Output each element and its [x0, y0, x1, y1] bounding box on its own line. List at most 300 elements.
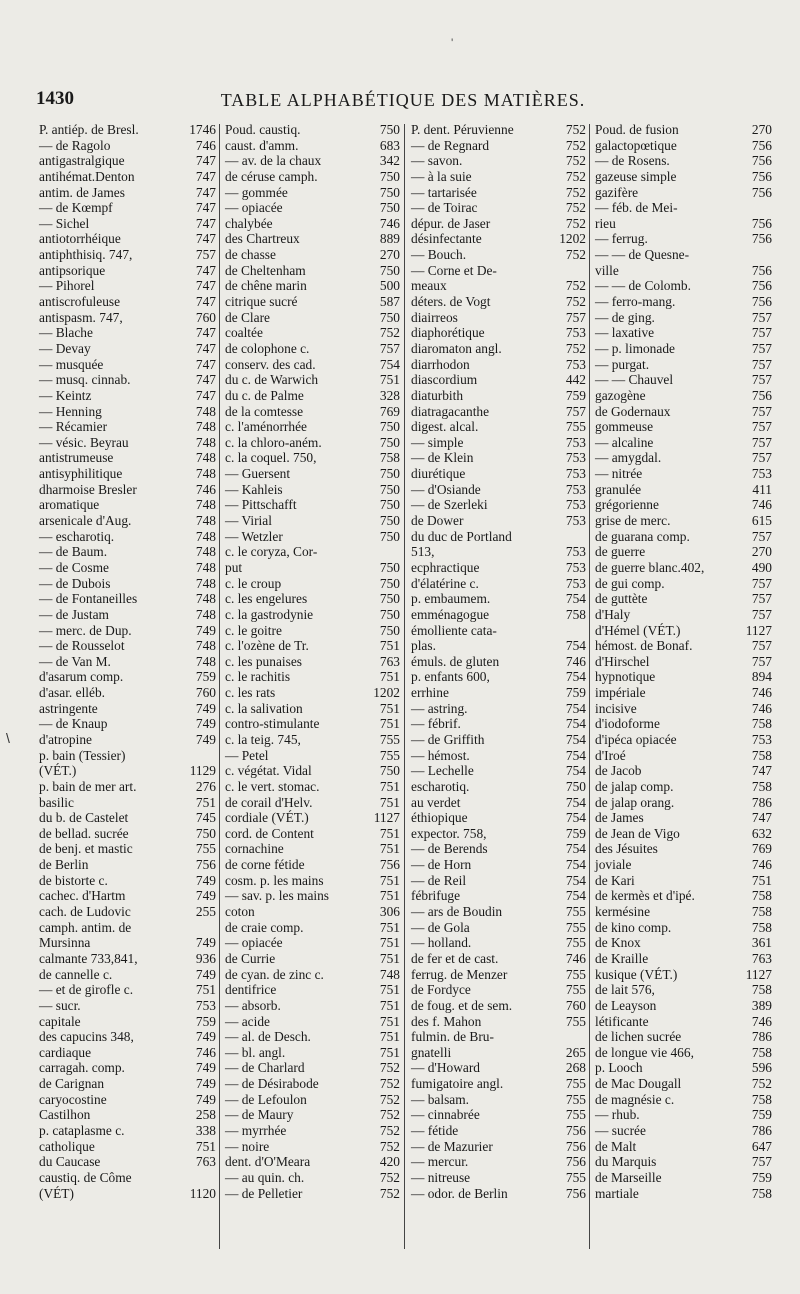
entry-page-ref: 751: [195, 794, 216, 810]
index-entry: [222, 200, 400, 216]
entry-page-ref: 757: [195, 247, 216, 263]
index-entry: [408, 967, 586, 983]
stray-mark-left: \: [6, 730, 10, 746]
index-entry: [592, 122, 772, 138]
entry-term: — de Rosens.: [595, 153, 670, 169]
index-entry: [36, 325, 216, 341]
entry-term: du Caucase: [39, 1154, 101, 1170]
index-entry: [222, 169, 400, 185]
index-entry: [36, 1076, 216, 1092]
entry-term: errhine: [411, 685, 449, 701]
index-entry: [408, 529, 586, 545]
entry-page-ref: 752: [565, 153, 586, 169]
entry-term: de Malt: [595, 1138, 637, 1154]
entry-page-ref: 786: [751, 794, 772, 810]
index-entry: [592, 169, 772, 185]
entry-page-ref: 747: [195, 153, 216, 169]
index-entry: [36, 654, 216, 670]
entry-page-ref: 757: [751, 340, 772, 356]
entry-page-ref: 757: [751, 434, 772, 450]
index-entry: [408, 200, 586, 216]
entry-page-ref: 752: [379, 1091, 400, 1107]
entry-term: c. les engelures: [225, 591, 308, 607]
index-entry: [592, 1014, 772, 1030]
entry-term: — Blache: [39, 325, 93, 341]
index-entry: [222, 795, 400, 811]
index-entry: [592, 982, 772, 998]
entry-term: de Clare: [225, 309, 270, 325]
entry-page-ref: 759: [751, 1169, 772, 1185]
entry-page-ref: 747: [195, 372, 216, 388]
entry-term: — de Lefoulon: [225, 1091, 307, 1107]
entry-term: Poud. de fusion: [595, 122, 679, 137]
index-entry: [408, 904, 586, 920]
index-entry: [408, 873, 586, 889]
index-entry: [36, 372, 216, 388]
index-entry: [408, 216, 586, 232]
entry-term: au verdet: [411, 794, 461, 810]
entry-page-ref: 755: [565, 935, 586, 951]
index-entry: [36, 873, 216, 889]
entry-term: — balsam.: [411, 1091, 470, 1107]
index-entry: [592, 1045, 772, 1061]
entry-term: — Corne et De-: [411, 262, 497, 278]
entry-page-ref: 753: [565, 450, 586, 466]
entry-term: c. végétat. Vidal: [225, 763, 312, 779]
entry-term: — opiacée: [225, 200, 283, 216]
entry-page-ref: 751: [379, 669, 400, 685]
index-entry: [36, 779, 216, 795]
index-column-2: [222, 122, 400, 1252]
entry-page-ref: 751: [379, 1029, 400, 1045]
entry-term: aromatique: [39, 497, 100, 513]
entry-term: c. le rachitis: [225, 669, 291, 685]
entry-term: — Virial: [225, 513, 272, 529]
entry-page-ref: 757: [751, 325, 772, 341]
index-entry: [592, 404, 772, 420]
entry-term: — Kahleis: [225, 481, 283, 497]
entry-term: de Fordyce: [411, 982, 471, 998]
entry-term: émuls. de gluten: [411, 653, 500, 669]
entry-term: — acide: [225, 1013, 270, 1029]
entry-page-ref: 270: [379, 247, 400, 263]
entry-term: — Pihorel: [39, 278, 95, 294]
entry-page-ref: 749: [195, 622, 216, 638]
entry-page-ref: 750: [379, 419, 400, 435]
entry-page-ref: 752: [565, 340, 586, 356]
entry-term: de lichen sucrée: [595, 1029, 682, 1045]
entry-page-ref: 753: [565, 325, 586, 341]
entry-term: — de Cosme: [39, 559, 109, 575]
index-entry: [222, 654, 400, 670]
entry-page-ref: 786: [751, 1123, 772, 1138]
entry-term: fulmin. de Bru-: [411, 1029, 494, 1045]
entry-page-ref: 306: [379, 904, 400, 920]
entry-term: — de Mazurier: [411, 1138, 493, 1154]
index-entry: [408, 857, 586, 873]
index-entry: [408, 1045, 586, 1061]
index-entry: [592, 998, 772, 1014]
entry-page-ref: 754: [565, 669, 586, 685]
entry-page-ref: 754: [565, 638, 586, 654]
entry-term: — noire: [225, 1138, 270, 1154]
entry-page-ref: 754: [565, 872, 586, 888]
entry-page-ref: 328: [379, 387, 400, 403]
entry-term: — vésic. Beyrau: [39, 434, 129, 450]
entry-page-ref: 760: [565, 997, 586, 1013]
index-entry: [408, 685, 586, 701]
entry-term: de James: [595, 810, 644, 826]
entry-page-ref: 750: [379, 434, 400, 450]
entry-page-ref: 750: [379, 559, 400, 575]
entry-term: antipsorique: [39, 262, 106, 278]
entry-page-ref: 751: [379, 935, 400, 951]
entry-page-ref: 747: [195, 168, 216, 184]
entry-page-ref: 755: [565, 419, 586, 435]
index-entry: [408, 325, 586, 341]
index-entry: [408, 1076, 586, 1092]
index-entry: [222, 920, 400, 936]
entry-page-ref: 753: [565, 466, 586, 482]
entry-page-ref: 763: [379, 653, 400, 669]
entry-term: — amygdal.: [595, 450, 662, 466]
entry-term: d'Hémel (VÉT.): [595, 622, 681, 638]
entry-page-ref: 748: [195, 403, 216, 419]
index-entry: [36, 482, 216, 498]
entry-term: — opiacée: [225, 935, 283, 951]
entry-page-ref: 587: [379, 294, 400, 310]
entry-term: gnatelli: [411, 1044, 452, 1060]
entry-term: désinfectante: [411, 231, 482, 247]
entry-page-ref: 752: [565, 137, 586, 153]
index-entry: [222, 247, 400, 263]
index-entry: [592, 482, 772, 498]
entry-page-ref: 270: [751, 544, 772, 560]
entry-term: (VÉT): [39, 1185, 74, 1201]
entry-term: — holland.: [411, 935, 472, 951]
entry-term: 513,: [411, 544, 435, 560]
entry-term: diascordium: [411, 372, 478, 388]
index-entry: [222, 716, 400, 732]
index-entry: [592, 1139, 772, 1155]
entry-page-ref: 750: [379, 513, 400, 529]
index-entry: [222, 419, 400, 435]
page-number: 1430: [36, 88, 74, 109]
entry-term: — de Regnard: [411, 137, 490, 153]
entry-term: des capucins 348,: [39, 1029, 134, 1045]
index-entry: [222, 1123, 400, 1139]
entry-term: p. Looch: [595, 1060, 643, 1076]
entry-term: — Récamier: [39, 419, 108, 435]
index-entry: [592, 294, 772, 310]
entry-term: dépur. de Jaser: [411, 215, 491, 231]
entry-term: — sav. p. les mains: [225, 888, 330, 904]
entry-page-ref: 749: [195, 1029, 216, 1045]
entry-page-ref: 754: [379, 356, 400, 372]
entry-term: p. cataplasme c.: [39, 1123, 125, 1138]
entry-page-ref: 758: [751, 716, 772, 732]
entry-page-ref: 749: [195, 1076, 216, 1092]
entry-page-ref: 750: [195, 825, 216, 841]
entry-page-ref: 755: [195, 841, 216, 857]
entry-term: de Jacob: [595, 763, 642, 779]
entry-term: — fébrif.: [411, 716, 461, 732]
index-entry: [592, 779, 772, 795]
index-entry: [36, 513, 216, 529]
entry-page-ref: 753: [751, 466, 772, 482]
entry-page-ref: 755: [565, 1076, 586, 1092]
page-header: [36, 84, 770, 116]
entry-term: p. embaumem.: [411, 591, 491, 607]
entry-term: ecphractique: [411, 559, 480, 575]
entry-page-ref: 749: [195, 1091, 216, 1107]
entry-term: — Keintz: [39, 387, 92, 403]
index-entry: [222, 826, 400, 842]
entry-page-ref: 753: [565, 434, 586, 450]
entry-page-ref: 1202: [373, 685, 400, 701]
entry-page-ref: 420: [379, 1154, 400, 1170]
index-entry: [222, 231, 400, 247]
entry-page-ref: 270: [751, 122, 772, 137]
index-entry: [408, 404, 586, 420]
entry-term: — de Fontaneilles: [39, 591, 138, 607]
entry-term: de jalap orang.: [595, 794, 675, 810]
index-entry: [36, 607, 216, 623]
index-entry: [408, 1029, 586, 1045]
index-entry: [592, 544, 772, 560]
index-entry: [222, 388, 400, 404]
entry-term: caust. d'amm.: [225, 137, 299, 153]
entry-term: fébrifuge: [411, 888, 461, 904]
index-entry: [408, 169, 586, 185]
entry-term: cach. de Ludovic: [39, 904, 131, 920]
index-entry: [36, 935, 216, 951]
index-entry: [222, 185, 400, 201]
entry-term: diaturbith: [411, 387, 464, 403]
index-entry: [592, 357, 772, 373]
entry-page-ref: 746: [195, 481, 216, 497]
entry-term: de la comtesse: [225, 403, 304, 419]
index-entry: [222, 357, 400, 373]
index-entry: [36, 1029, 216, 1045]
entry-term: p. bain (Tessier): [39, 747, 126, 763]
entry-term: — de Pelletier: [225, 1185, 303, 1201]
entry-page-ref: 747: [195, 231, 216, 247]
entry-page-ref: 760: [195, 685, 216, 701]
entry-term: antiphthisiq. 747,: [39, 247, 133, 263]
entry-page-ref: 751: [195, 982, 216, 998]
entry-term: de corail d'Helv.: [225, 794, 313, 810]
index-entry: [222, 873, 400, 889]
entry-term: de Kari: [595, 872, 635, 888]
entry-term: c. le croup: [225, 575, 282, 591]
entry-page-ref: 753: [565, 356, 586, 372]
entry-term: — de Ragolo: [39, 137, 111, 153]
index-entry: [222, 1014, 400, 1030]
entry-term: — escharotiq.: [39, 528, 115, 544]
index-entry: [592, 200, 772, 216]
index-entry: [408, 841, 586, 857]
entry-term: de foug. et de sem.: [411, 997, 513, 1013]
entry-page-ref: 751: [379, 716, 400, 732]
entry-term: du duc de Portland: [411, 528, 512, 544]
entry-term: coaltée: [225, 325, 263, 341]
entry-page-ref: 758: [751, 982, 772, 998]
entry-term: — merc. de Dup.: [39, 622, 132, 638]
entry-term: de Carignan: [39, 1076, 105, 1092]
entry-term: c. le coryza, Cor-: [225, 544, 318, 560]
entry-term: diaphorétique: [411, 325, 485, 341]
entry-term: — av. de la chaux: [225, 153, 322, 169]
entry-term: c. l'aménorrhée: [225, 419, 307, 435]
entry-page-ref: 750: [565, 778, 586, 794]
index-entry: [592, 372, 772, 388]
entry-page-ref: 752: [751, 1076, 772, 1092]
index-entry: [36, 544, 216, 560]
entry-page-ref: 752: [565, 294, 586, 310]
index-entry: [408, 1139, 586, 1155]
entry-term: de jalap comp.: [595, 778, 674, 794]
index-entry: [408, 560, 586, 576]
entry-term: — de ging.: [595, 309, 655, 325]
entry-term: d'iodoforme: [595, 716, 660, 732]
entry-term: — purgat.: [595, 356, 650, 372]
entry-term: — de Dubois: [39, 575, 111, 591]
entry-page-ref: 755: [565, 1169, 586, 1185]
entry-term: — au quin. ch.: [225, 1169, 305, 1185]
entry-term: — sucr.: [39, 997, 81, 1013]
entry-page-ref: 751: [379, 888, 400, 904]
index-entry: [222, 216, 400, 232]
entry-page-ref: 757: [751, 1154, 772, 1170]
entry-term: — hémost.: [411, 747, 470, 763]
entry-page-ref: 751: [751, 872, 772, 888]
column-rule: [589, 124, 590, 1249]
index-entry: [222, 857, 400, 873]
entry-term: p. enfants 600,: [411, 669, 490, 685]
entry-page-ref: 750: [379, 591, 400, 607]
index-entry: [592, 716, 772, 732]
index-entry: [592, 1154, 772, 1170]
entry-page-ref: 749: [195, 888, 216, 904]
entry-term: — de Charlard: [225, 1060, 305, 1076]
index-entry: [36, 810, 216, 826]
entry-page-ref: 750: [379, 763, 400, 779]
entry-page-ref: 1120: [189, 1185, 216, 1201]
entry-term: — savon.: [411, 153, 463, 169]
index-entry: [36, 716, 216, 732]
entry-page-ref: 757: [751, 309, 772, 325]
entry-term: — de Griffith: [411, 731, 485, 747]
entry-term: antistrumeuse: [39, 450, 114, 466]
entry-page-ref: 750: [379, 168, 400, 184]
index-entry: [222, 450, 400, 466]
index-entry: [408, 888, 586, 904]
entry-term: de guerre blanc.402,: [595, 559, 705, 575]
entry-term: d'Hirschel: [595, 653, 650, 669]
entry-term: — rhub.: [595, 1107, 640, 1123]
index-entry: [222, 685, 400, 701]
entry-page-ref: 752: [379, 1123, 400, 1138]
entry-page-ref: 756: [751, 184, 772, 200]
index-entry: [36, 763, 216, 779]
entry-term: des Chartreux: [225, 231, 300, 247]
entry-term: d'atropine: [39, 731, 92, 747]
entry-term: de Jean de Vigo: [595, 825, 680, 841]
entry-page-ref: 750: [379, 309, 400, 325]
entry-term: — tartarisée: [411, 184, 477, 200]
entry-page-ref: 750: [379, 184, 400, 200]
entry-term: — de Kœmpf: [39, 200, 113, 216]
entry-page-ref: 756: [751, 153, 772, 169]
entry-page-ref: 276: [195, 778, 216, 794]
index-entry: [592, 419, 772, 435]
index-entry: [408, 591, 586, 607]
entry-page-ref: 749: [195, 716, 216, 732]
index-entry: [36, 967, 216, 983]
entry-page-ref: 756: [751, 294, 772, 310]
index-entry: [36, 888, 216, 904]
entry-term: expector. 758,: [411, 825, 487, 841]
entry-page-ref: 754: [565, 857, 586, 873]
entry-page-ref: 746: [751, 1013, 772, 1029]
entry-term: — — Chauvel: [595, 372, 674, 388]
entry-page-ref: 756: [751, 262, 772, 278]
index-entry: [408, 138, 586, 154]
index-entry: [36, 388, 216, 404]
entry-page-ref: 752: [565, 278, 586, 294]
index-entry: [592, 638, 772, 654]
entry-page-ref: 1127: [745, 966, 772, 982]
entry-page-ref: 746: [751, 685, 772, 701]
entry-term: du Marquis: [595, 1154, 657, 1170]
index-entry: [592, 607, 772, 623]
index-entry: [36, 1186, 216, 1202]
entry-term: d'asar. elléb.: [39, 685, 105, 701]
entry-term: gommeuse: [595, 419, 654, 435]
entry-page-ref: 342: [379, 153, 400, 169]
entry-term: — bl. angl.: [225, 1044, 286, 1060]
entry-page-ref: 749: [195, 731, 216, 747]
entry-page-ref: 746: [195, 1044, 216, 1060]
entry-page-ref: 747: [195, 215, 216, 231]
index-entry: [592, 466, 772, 482]
entry-term: c. les rats: [225, 685, 276, 701]
entry-term: — Wetzler: [225, 528, 283, 544]
index-entry: [36, 623, 216, 639]
index-entry: [36, 153, 216, 169]
index-entry: [408, 513, 586, 529]
entry-page-ref: 753: [565, 513, 586, 529]
index-entry: [408, 669, 586, 685]
index-entry: [592, 1060, 772, 1076]
index-entry: [36, 857, 216, 873]
index-entry: [36, 341, 216, 357]
index-entry: [408, 247, 586, 263]
entry-page-ref: 750: [379, 466, 400, 482]
entry-term: c. les punaises: [225, 653, 302, 669]
entry-page-ref: 750: [379, 497, 400, 513]
entry-page-ref: 268: [565, 1060, 586, 1076]
entry-page-ref: 750: [379, 575, 400, 591]
entry-page-ref: 758: [751, 1185, 772, 1201]
entry-page-ref: 747: [195, 325, 216, 341]
entry-term: — d'Howard: [411, 1060, 480, 1076]
index-entry: [222, 341, 400, 357]
entry-page-ref: 747: [195, 356, 216, 372]
index-columns: [36, 122, 772, 1252]
entry-term: — gommée: [225, 184, 288, 200]
